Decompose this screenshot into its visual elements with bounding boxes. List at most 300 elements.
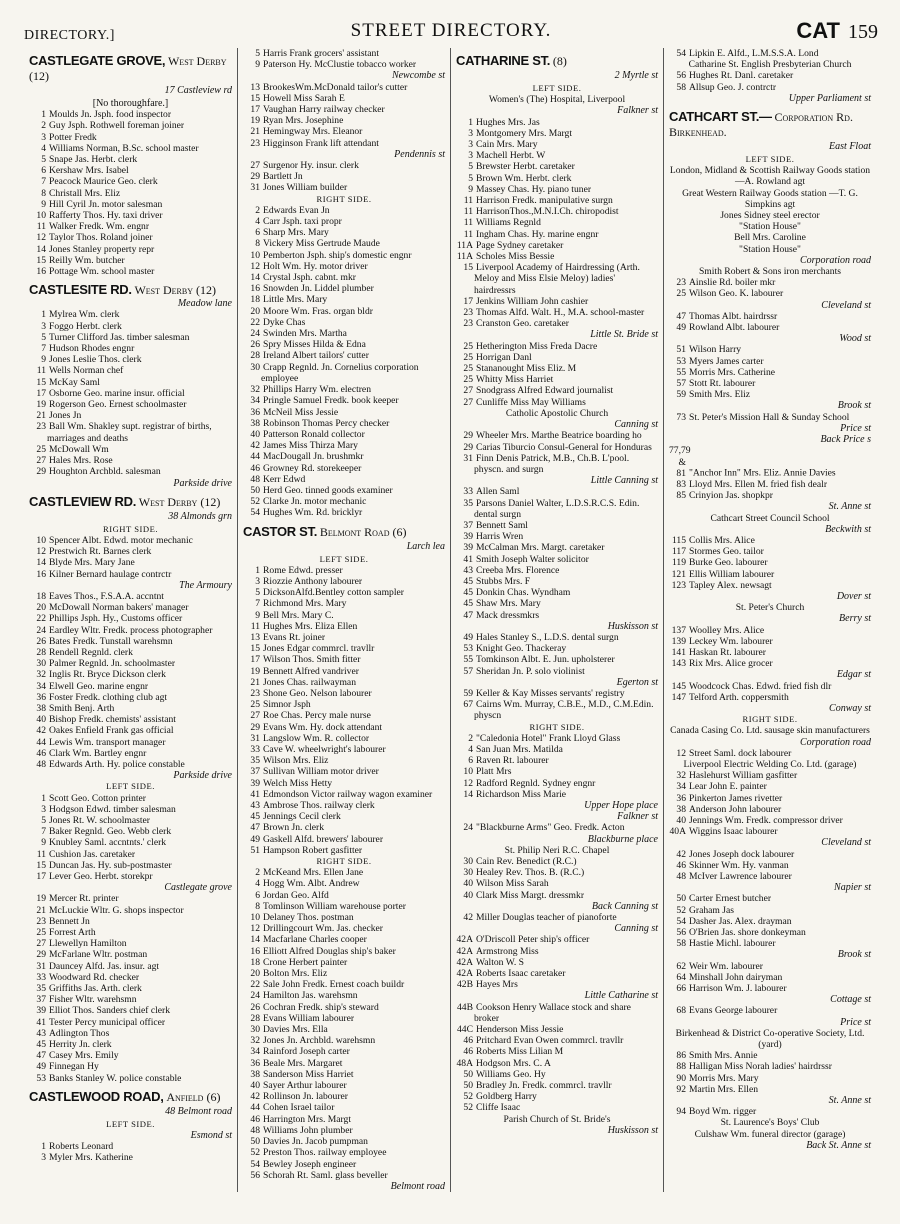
resident-text: Potter Fredk: [49, 131, 97, 143]
house-number: 50: [250, 484, 260, 496]
resident-text: Hetherington Miss Freda Dacre: [476, 340, 598, 352]
house-number: 54: [676, 915, 686, 927]
house-number: 5: [41, 814, 46, 826]
resident-entry: [669, 535, 871, 546]
side-label: RIGHT SIDE.: [316, 193, 372, 204]
resident-text: Dauncey Alfd. Jas. insur. agt: [49, 960, 160, 972]
house-number: 5: [41, 154, 46, 166]
resident-text: Hill Cyril Jn. motor salesman: [49, 198, 163, 210]
resident-text: Radford Regnld. Sydney engnr: [476, 777, 596, 789]
house-number: 45: [250, 811, 260, 823]
house-number: 32: [250, 1035, 260, 1047]
resident-entry: [29, 1039, 232, 1050]
resident-entry: [243, 688, 445, 699]
resident-entry: [669, 636, 871, 647]
house-number: 37: [36, 994, 46, 1006]
cross-street: Falkner st: [617, 105, 658, 117]
house-number: 36: [250, 406, 260, 418]
resident-text: Boyd Wm. rigger: [689, 1106, 757, 1118]
resident-text: Hales Mrs. Rose: [49, 455, 113, 467]
house-number: 47: [250, 822, 260, 834]
resident-text: Woodward Rd. checker: [49, 971, 140, 983]
resident-text: Wilson Thos. Smith fitter: [263, 654, 361, 666]
resident-entry: [669, 48, 871, 59]
resident-text: Edwards Evan Jn: [263, 204, 330, 216]
house-number: 3: [255, 575, 260, 587]
resident-text: Griffiths Jas. Arth. clerk: [49, 983, 142, 995]
house-number: 39: [36, 1005, 46, 1017]
house-number: 39: [463, 542, 473, 554]
house-number: 29: [463, 441, 473, 453]
house-number: 21: [36, 904, 46, 916]
resident-entry: [29, 410, 232, 421]
resident-text: Allsup Geo. J. contrctr: [689, 81, 777, 93]
house-number: 10: [250, 912, 260, 924]
resident-entry: [243, 1024, 445, 1035]
resident-text: Jones William builder: [263, 182, 348, 194]
house-number: 42: [250, 1091, 260, 1103]
resident-entry: [29, 1050, 232, 1061]
house-number: 42: [463, 912, 473, 924]
cross-street: Back Price s: [820, 434, 871, 446]
resident-entry: [456, 430, 658, 441]
resident-entry: [243, 115, 445, 126]
resident-text: Hayes Mrs: [476, 979, 518, 991]
house-number: 9: [41, 837, 46, 849]
house-number: 25: [463, 374, 473, 386]
resident-entry: [243, 1147, 445, 1158]
cross-street: Cottage st: [830, 994, 871, 1006]
resident-text: Martin Mrs. Ellen: [689, 1083, 759, 1095]
resident-text: Rafferty Thos. Hy. taxi driver: [49, 210, 163, 222]
resident-text: Bewley Joseph engineer: [263, 1158, 357, 1170]
resident-text: Robinson Thomas Percy checker: [263, 417, 390, 429]
resident-entry: [29, 602, 232, 613]
house-number: 25: [676, 288, 686, 300]
house-number: 23: [250, 137, 260, 149]
resident-entry: [243, 755, 445, 766]
resident-text: Hodgson Edwd. timber salesman: [49, 803, 176, 815]
resident-entry: [29, 1005, 232, 1016]
resident-text: Phillips Jsph. Hy., Customs officer: [49, 613, 183, 625]
cross-street: Upper Hope place: [584, 800, 658, 811]
resident-entry: [456, 598, 658, 609]
house-number: 4: [468, 743, 473, 755]
street-from: Larch lea: [406, 540, 445, 552]
resident-entry: [669, 972, 871, 983]
resident-text: Pinkerton James rivetter: [689, 792, 783, 804]
resident-entry: [243, 126, 445, 137]
cross-street: Edgar st: [836, 669, 871, 681]
resident-entry: [243, 294, 445, 305]
resident-text: Massey Chas. Hy. piano tuner: [476, 183, 592, 195]
resident-text: O'Driscoll Peter ship's officer: [476, 934, 590, 946]
resident-entry: [456, 542, 658, 553]
house-number: 115: [671, 534, 686, 546]
resident-text: Donkin Chas. Wyndham: [476, 587, 571, 599]
resident-entry: [29, 815, 232, 826]
resident-entry: [243, 654, 445, 665]
resident-entry: [243, 227, 445, 238]
resident-entry: [243, 306, 445, 317]
house-number: 3: [41, 1152, 46, 1164]
resident-text: Reilly Wm. butcher: [49, 254, 125, 266]
resident-text: Sayer Arthur labourer: [263, 1080, 347, 1092]
resident-entry: [456, 822, 658, 833]
house-number: 4: [41, 142, 46, 154]
resident-text: Anderson John labourer: [689, 803, 782, 815]
resident-entry: [29, 748, 232, 759]
resident-text: Wilson Miss Sarah: [476, 878, 549, 890]
resident-text: Cushion Jas. caretaker: [49, 848, 136, 860]
house-number: 23: [250, 687, 260, 699]
house-number: 27: [36, 455, 46, 467]
resident-text: Bennett Jn: [49, 915, 90, 927]
resident-entry: [243, 82, 445, 93]
resident-entry: [29, 893, 232, 904]
house-number: 92: [676, 1083, 686, 1095]
resident-entry: [29, 669, 232, 680]
resident-text: Llewellyn Hamilton: [49, 938, 127, 950]
resident-text: Smith Benj. Arth: [49, 702, 115, 714]
resident-entry: [29, 636, 232, 647]
cross-street: Belmont road: [390, 1180, 445, 1192]
house-number: 10: [36, 534, 46, 546]
cross-street: The Armoury: [179, 579, 232, 591]
resident-text: Bolton Mrs. Eliz: [263, 968, 328, 980]
resident-text: Osborne Geo. marine insur. official: [49, 387, 185, 399]
resident-entry: [456, 778, 658, 789]
house-number: 141: [671, 646, 686, 658]
resident-text: Rowland Albt. labourer: [689, 322, 780, 334]
house-number: 1: [468, 116, 473, 128]
resident-entry: [243, 104, 445, 115]
resident-entry: [456, 867, 658, 878]
resident-text: Eaves Thos., F.S.A.A. accntnt: [49, 590, 164, 602]
resident-text: Lear John E. painter: [689, 781, 767, 793]
cross-street: Newcombe st: [391, 70, 445, 82]
resident-text: Whitty Miss Harriet: [476, 374, 554, 386]
house-number: 22: [250, 316, 260, 328]
resident-text: Mercer Rt. printer: [49, 893, 119, 905]
resident-entry: [243, 744, 445, 755]
resident-text: Bell Mrs. Mary C.: [263, 609, 334, 621]
resident-text: Cookson Henry Wallace stock and share broker: [474, 1001, 631, 1024]
house-number: 6: [255, 889, 260, 901]
house-number: 77,79 & 81: [669, 445, 691, 479]
house-number: 26: [250, 1001, 260, 1013]
resident-text: Street Saml. dock labourer: [689, 747, 792, 759]
house-number: 15: [463, 262, 473, 274]
street-heading: [29, 283, 232, 298]
resident-entry: [243, 934, 445, 945]
house-number: 137: [671, 624, 686, 636]
resident-entry: [29, 210, 232, 221]
house-number: 42A: [456, 934, 473, 946]
house-number: 42A: [456, 945, 473, 957]
building-entry: Canada Casing Co. Ltd. sausage skin manufacturers: [670, 725, 870, 737]
resident-entry: [29, 961, 232, 972]
resident-text: Hogg Wm. Albt. Andrew: [263, 878, 360, 890]
resident-entry: [456, 341, 658, 352]
resident-text: Sharp Mrs. Mary: [263, 227, 329, 239]
resident-entry: [243, 1159, 445, 1170]
house-number: 10: [250, 249, 260, 261]
house-number: 1: [41, 1141, 46, 1153]
resident-text: Forrest Arth: [49, 927, 96, 939]
house-number: 54: [676, 48, 686, 59]
resident-entry: [456, 139, 658, 150]
side-label: LEFT SIDE.: [745, 154, 795, 165]
resident-entry: [669, 367, 871, 378]
house-number: 30: [250, 1024, 260, 1036]
resident-text: Machell Herbt. W: [476, 150, 546, 162]
resident-text: Riozzie Anthony labourer: [263, 575, 363, 587]
resident-text: Lewis Wm. transport manager: [49, 736, 166, 748]
resident-entry: [243, 800, 445, 811]
resident-text: Patterson Ronald collector: [263, 428, 365, 440]
resident-text: Ball Wm. Shakley supt. registrar of births, marriages and deaths: [47, 421, 212, 444]
house-number: 83: [676, 478, 686, 490]
resident-text: Schorah Rt. Saml. glass beveller: [263, 1169, 388, 1181]
building-entry: Smith Robert & Sons iron merchants: [698, 266, 842, 278]
house-number: 41: [36, 1016, 46, 1028]
cross-street: Berry st: [839, 613, 871, 625]
resident-entry: [456, 240, 658, 251]
resident-entry: [456, 1002, 658, 1024]
resident-entry: [456, 1069, 658, 1080]
resident-text: Walton W. S: [476, 956, 525, 968]
resident-entry: [456, 699, 658, 721]
resident-entry: [243, 677, 445, 688]
resident-text: Scholes Miss Bessie: [476, 251, 555, 263]
header-left: DIRECTORY.]: [24, 28, 115, 43]
house-number: 17: [36, 871, 46, 882]
street-district: (8): [552, 54, 567, 68]
house-number: 15: [250, 92, 260, 104]
resident-entry: [456, 957, 658, 968]
house-number: 46: [250, 1113, 260, 1125]
street-name: CASTOR ST.: [243, 523, 318, 539]
resident-text: Macfarlane Charles cooper: [263, 934, 367, 946]
resident-text: Burke Geo. labourer: [689, 557, 768, 569]
house-number: 8: [41, 187, 46, 199]
house-number: 6: [255, 227, 260, 239]
resident-text: Knight Geo. Thackeray: [476, 643, 567, 655]
resident-text: Myers James carter: [689, 355, 764, 367]
resident-entry: [456, 565, 658, 576]
resident-entry: [669, 770, 871, 781]
resident-text: Welch Miss Hetty: [263, 777, 333, 789]
house-number: 5: [468, 161, 473, 173]
resident-entry: [669, 916, 871, 927]
house-number: 14: [463, 788, 473, 800]
resident-text: Evans George labourer: [689, 1005, 778, 1017]
resident-entry: [29, 466, 232, 477]
house-number: 48: [250, 473, 260, 485]
building-entry: Catholic Apostolic Church: [505, 407, 609, 419]
resident-entry: [669, 1073, 871, 1084]
resident-entry: [669, 849, 871, 860]
resident-entry: [29, 625, 232, 636]
resident-entry: [243, 160, 445, 171]
house-number: 28: [36, 646, 46, 658]
cross-street: Egerton st: [616, 676, 658, 688]
resident-text: Allen Saml: [476, 486, 520, 498]
house-number: 3: [41, 131, 46, 143]
resident-entry: [243, 834, 445, 845]
house-number: 68: [676, 1005, 686, 1017]
resident-text: Bishop Fredk. chemists' assistant: [49, 714, 176, 726]
house-number: 6: [468, 755, 473, 767]
resident-text: Clark Miss Margt. dressmkr: [476, 889, 585, 901]
resident-text: Higginson Frank lift attendant: [263, 137, 379, 149]
resident-entry: [29, 725, 232, 736]
resident-entry: [29, 994, 232, 1005]
house-number: 44B: [457, 1001, 473, 1013]
cross-street: Back Canning st: [591, 900, 658, 912]
house-number: 34: [250, 1046, 260, 1058]
side-label: LEFT SIDE.: [106, 1118, 155, 1129]
resident-text: Roberts Isaac caretaker: [476, 968, 566, 980]
house-number: 23: [676, 277, 686, 289]
house-number: 27: [463, 385, 473, 397]
resident-text: Wiggins Isaac labourer: [689, 826, 778, 838]
resident-text: Casey Mrs. Emily: [49, 1050, 119, 1062]
resident-text: Wilson Mrs. Eliz: [263, 755, 329, 767]
resident-text: Hughes Wm. Rd. bricklyr: [263, 507, 363, 519]
resident-entry: [669, 70, 871, 81]
resident-entry: [29, 535, 232, 546]
resident-text: Taylor Thos. Roland joiner: [49, 232, 153, 244]
resident-entry: [243, 48, 445, 59]
house-number: 43: [250, 800, 260, 811]
house-number: 38: [250, 1068, 260, 1080]
resident-entry: [669, 1084, 871, 1095]
resident-entry: [456, 878, 658, 889]
resident-entry: [29, 681, 232, 692]
resident-text: Montgomery Mrs. Margt: [476, 127, 573, 139]
house-number: 56: [676, 70, 686, 82]
resident-entry: [669, 927, 871, 938]
house-number: 9: [468, 183, 473, 195]
house-number: 39: [463, 531, 473, 543]
house-number: 51: [250, 844, 260, 856]
resident-entry: [669, 748, 871, 759]
house-number: 11: [36, 221, 46, 233]
resident-text: Bartlett Jn: [263, 171, 303, 183]
resident-entry: [29, 221, 232, 232]
resident-entry: [243, 1035, 445, 1046]
resident-entry: [456, 946, 658, 957]
resident-text: Prestwich Rt. Barnes clerk: [49, 546, 152, 558]
resident-entry: [29, 199, 232, 210]
resident-text: Walker Fredk. Wm. engnr: [49, 221, 150, 233]
resident-text: Shaw Mrs. Mary: [476, 598, 541, 610]
resident-text: Little Mrs. Mary: [263, 294, 328, 306]
house-number: 3: [468, 139, 473, 151]
house-number: 12: [463, 777, 473, 789]
resident-text: Phillips Harry Wm. electren: [263, 384, 371, 396]
house-number: 35: [463, 497, 473, 509]
resident-text: Horrigan Danl: [476, 351, 532, 363]
resident-entry: [29, 557, 232, 568]
house-number: 19: [250, 665, 260, 677]
house-number: 33: [36, 971, 46, 983]
resident-entry: [243, 328, 445, 339]
house-number: 44: [250, 451, 260, 463]
resident-entry: [669, 781, 871, 792]
resident-entry: [456, 117, 658, 128]
house-number: 4: [255, 878, 260, 890]
resident-entry: [29, 703, 232, 714]
cross-street: Esmond st: [190, 1130, 232, 1142]
street-name: CASTLESITE RD.: [29, 282, 132, 298]
resident-entry: [29, 849, 232, 860]
resident-entry: [456, 296, 658, 307]
side-label: RIGHT SIDE.: [529, 721, 585, 732]
house-number: 16: [250, 945, 260, 957]
resident-entry: [243, 957, 445, 968]
resident-text: Paterson Hy. McClustie tobacco worker: [263, 59, 417, 71]
columns: [24, 48, 878, 1192]
resident-text: Jones Jn. Archbld. warehsmn: [263, 1035, 376, 1047]
resident-entry: [456, 128, 658, 139]
cross-street: Corporation road: [799, 254, 871, 266]
resident-text: Smith Mrs. Eliz: [689, 389, 751, 401]
resident-text: Inglis Rt. Bryce Dickson clerk: [49, 669, 166, 681]
resident-entry: [243, 507, 445, 518]
resident-entry: [243, 171, 445, 182]
resident-text: Sanderson Miss Harriet: [263, 1068, 354, 1080]
resident-text: Surgenor Hy. insur. clerk: [263, 160, 359, 172]
side-label: LEFT SIDE.: [106, 781, 155, 792]
cross-street: Little Canning st: [590, 475, 658, 487]
resident-text: Rollinson Jn. labourer: [263, 1091, 349, 1103]
resident-entry: [456, 643, 658, 654]
house-number: 17: [36, 387, 46, 399]
house-number: 47: [676, 310, 686, 322]
resident-text: Clark Wm. Bartley engnr: [49, 747, 147, 759]
building-entry: Women's (The) Hospital, Liverpool: [488, 94, 626, 106]
resident-text: Ingham Chas. Hy. marine engnr: [476, 228, 599, 240]
street-from: East Float: [829, 141, 871, 153]
house-number: 31: [463, 452, 473, 464]
resident-entry: [669, 983, 871, 994]
house-number: 16: [36, 568, 46, 580]
resident-entry: [456, 979, 658, 990]
cross-street: Conway st: [829, 702, 871, 714]
resident-text: Turner Clifford Jas. timber salesman: [49, 331, 190, 343]
resident-text: Howell Miss Sarah E: [263, 92, 345, 104]
house-number: 46: [463, 1035, 473, 1047]
resident-entry: [669, 625, 871, 636]
house-number: 11: [463, 206, 473, 218]
house-number: 45: [463, 587, 473, 599]
resident-text: Kerr Edwd: [263, 473, 306, 485]
resident-text: Blyde Mrs. Mary Jane: [49, 557, 135, 569]
resident-text: Edwards Arth. Hy. police constable: [49, 758, 185, 770]
resident-text: Woolley Mrs. Alice: [689, 624, 765, 636]
building-entry: Bell Mrs. Caroline: [734, 232, 806, 244]
resident-entry: [669, 378, 871, 389]
resident-text: Minshall John dairyman: [689, 971, 783, 983]
house-number: 53: [676, 355, 686, 367]
resident-text: Baker Regnld. Geo. Webb clerk: [49, 826, 172, 838]
street-heading: [669, 110, 871, 154]
resident-text: Tapley Alex. newsagt: [689, 579, 772, 591]
resident-entry: [243, 733, 445, 744]
